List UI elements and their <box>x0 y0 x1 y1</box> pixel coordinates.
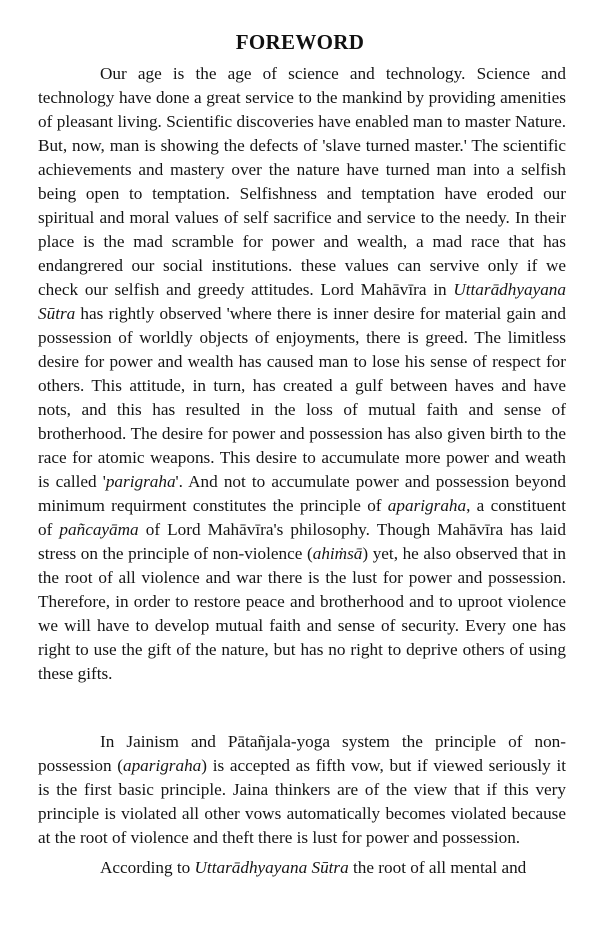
text-segment: has rightly observed 'where there is inner desire for material gain and possession of worldly objects of enjoyments, there is greed. The limitless desire for power and wealth has caused man to lose his sense of respect for others. This attitude, in turn, has created a gulf between haves and have nots, and this has resulted in the loss of mutual faith and sense of brotherhood. The desire for power and possession has also given birth to the race for atomic weapons. This desire to accumulate more power and weath is called ' <box>38 304 566 491</box>
text-segment-italic: pañcayāma <box>59 520 139 539</box>
text-segment: In Jainism and Pātañjala-yoga system the principle of non-possession ( <box>38 732 566 775</box>
text-segment: According to <box>100 858 195 877</box>
paragraph-2 <box>38 730 566 850</box>
text-segment-italic: aparigraha <box>122 756 202 775</box>
page-title: FOREWORD <box>235 30 365 54</box>
paragraph-1 <box>38 62 566 686</box>
text-segment-italic: parigraha <box>105 472 176 491</box>
text-segment: the root of all mental and <box>348 858 527 877</box>
text-segment-italic: Uttarādhyayana Sūtra <box>194 858 349 877</box>
text-segment-italic: ahiṁsā <box>312 544 363 563</box>
text-segment: of Lord Mahāvīra's philosophy. Though Mahāvīra has laid stress on the principle of non-violence ( <box>38 520 566 563</box>
text-segment: ) yet, he also observed that in the root of all violence and war there is the lust for power and possession. Therefore, in order to restore peace and brotherhood and to uproot violence we will have to develop mutual faith and sense of security. Every one has right to use the gift of the nature, but has no right to deprive others of using these gifts. <box>38 544 566 683</box>
text-segment: '. And not to accumulate power and possession beyond minimum requirment constitutes the principle of <box>38 472 566 515</box>
text-segment-italic: Uttarādhyayana Sūtra <box>38 280 566 323</box>
text-segment: , a constituent of <box>38 496 566 539</box>
text-segment: ) is accepted as fifth vow, but if viewed seriously it is the first basic principle. Jaina thinkers are of the view that if this very principle is violated all other vows automatically becomes violated because at the root of violence and theft there is lust for power and possession. <box>38 756 566 847</box>
text-segment: Our age is the age of science and technology. Science and technology have done a great service to the mankind by providing amenities of pleasant living. Scientific discoveries have enabled man to master Nature. But, now, man is showing the defects of 'slave turned master.' The scientific achievements and mastery over the nature have turned man into a selfish being open to temptation. Selfishness and temptation have eroded our spiritual and moral values of self sacrifice and service to the needy. In their place is the mad scramble for power and wealth, a mad race that has endangrered our social institutions. these values can servive only if we check our selfish and greedy attitudes. Lord Mahāvīra in <box>38 64 566 299</box>
text-segment-italic: aparigraha <box>387 496 467 515</box>
paragraph-3 <box>38 856 566 880</box>
